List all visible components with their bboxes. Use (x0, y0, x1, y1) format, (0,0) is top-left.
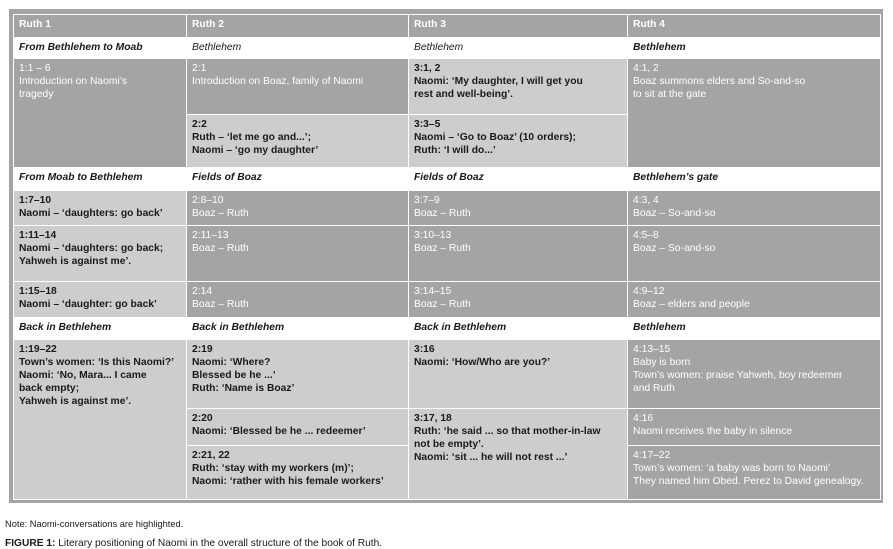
table-cell (409, 190, 628, 225)
table-cell-highlighted (187, 446, 409, 500)
section-title: Bethlehem (187, 37, 409, 58)
verse-ref: 4:3, 4 (633, 194, 659, 206)
table-cell-highlighted (187, 408, 409, 446)
table-cell-highlighted (409, 114, 628, 168)
verse-ref: 3:7–9 (414, 194, 440, 206)
verse-ref: 1:1 – 6 (19, 62, 51, 74)
cell-text: Boaz – So-and-so (633, 207, 716, 219)
cell-text: Boaz – elders and people (633, 299, 750, 311)
cell-text: Naomi receives the baby in silence (633, 425, 793, 437)
verse-ref: 3:14–15 (414, 286, 452, 298)
verse-ref: 1:7–10 (19, 194, 52, 206)
header-ruth-3: Ruth 3 (409, 15, 628, 38)
cell-text: Town’s women: ‘Is this Naomi?’ Naomi: ‘No, Mara... I came back empty; Yahweh is against me’. (19, 357, 175, 408)
table-cell-highlighted (14, 282, 187, 317)
table-cell (628, 446, 881, 500)
figure-caption (5, 538, 382, 549)
cell-text: Boaz – So-and-so (633, 243, 716, 255)
cell-text: Naomi: ‘Where? Blessed be he ...’ Ruth: ‘Name is Boaz’ (192, 357, 295, 395)
section-title-row (14, 317, 881, 340)
section-title-row (14, 168, 881, 191)
verse-ref: 3:1, 2 (414, 62, 441, 74)
table-cell (628, 190, 881, 225)
table-cell-highlighted (409, 340, 628, 409)
table-cell (628, 282, 881, 317)
table-cell (628, 58, 881, 167)
section-title: From Bethlehem to Moab (14, 37, 187, 58)
cell-text: Introduction on Naomi’s tragedy (19, 75, 127, 100)
table-cell-highlighted (14, 190, 187, 225)
section-title-row (14, 37, 881, 58)
verse-ref: 2:11–13 (192, 230, 229, 242)
verse-ref: 2:2 (192, 118, 207, 130)
verse-ref: 4:1, 2 (633, 62, 659, 74)
table-note: Note: Naomi-conversations are highlighted. (5, 519, 184, 529)
section-title: Back in Bethlehem (187, 317, 409, 340)
cell-text: Ruth: ‘stay with my workers (m)’; Naomi: ‘rather with his female workers’ (192, 463, 384, 488)
verse-ref: 1:15–18 (19, 286, 57, 298)
cell-text: Boaz – Ruth (414, 207, 471, 219)
verse-ref: 4:5–8 (633, 230, 659, 242)
header-row (14, 15, 881, 38)
verse-ref: 4:13–15 (633, 344, 671, 356)
table-cell-highlighted (187, 340, 409, 409)
cell-text: Boaz – Ruth (192, 299, 249, 311)
section-title: Bethlehem’s gate (628, 168, 881, 191)
verse-ref: 3:16 (414, 344, 435, 356)
table-cell (409, 226, 628, 282)
table-cell-highlighted (409, 408, 628, 499)
cell-text: Boaz – Ruth (414, 243, 471, 255)
cell-text: Baby is born Town’s women: praise Yahweh, boy redeemer and Ruth (633, 357, 843, 395)
table-cell (187, 282, 409, 317)
cell-text: Ruth: ‘he said ... so that mother-in-law not be empty’. Naomi: ‘sit ... he will not rest ...’ (414, 425, 601, 463)
cell-text: Naomi: ‘Blessed be he ... redeemer’ (192, 425, 366, 437)
table-cell (628, 226, 881, 282)
cell-text: Introduction on Boaz, family of Naomi (192, 75, 364, 87)
header-ruth-2: Ruth 2 (187, 15, 409, 38)
verse-ref: 4:16 (633, 412, 654, 424)
cell-text: Naomi: ‘My daughter, I will get you rest and well-being’. (414, 75, 583, 100)
verse-ref: 4:17–22 (633, 450, 671, 462)
verse-ref: 1:11–14 (19, 230, 57, 242)
section-title: From Moab to Bethlehem (14, 168, 187, 191)
cell-text: Naomi – ‘daughters: go back’ (19, 207, 163, 219)
cell-text: Naomi – ‘daughter: go back’ (19, 299, 157, 311)
table-cell-highlighted (14, 226, 187, 282)
cell-text: Town’s women: ‘a baby was born to Naomi’ They named him Obed. Perez to David genealogy. (633, 463, 864, 488)
table-cell (628, 340, 881, 409)
verse-ref: 2:20 (192, 412, 213, 424)
table-cell (187, 226, 409, 282)
verse-ref: 2:19 (192, 344, 213, 356)
verse-ref: 1:19–22 (19, 344, 57, 356)
table-cell-highlighted (409, 58, 628, 114)
header-ruth-1: Ruth 1 (14, 15, 187, 38)
verse-ref: 3:10–13 (414, 230, 452, 242)
section-title: Fields of Boaz (409, 168, 628, 191)
section-title: Back in Bethlehem (409, 317, 628, 340)
table-cell (628, 408, 881, 446)
section-title: Bethlehem (628, 37, 881, 58)
table-cell (409, 282, 628, 317)
figure-caption-text: Literary positioning of Naomi in the overall structure of the book of Ruth. (55, 538, 383, 549)
cell-text: Naomi – ‘Go to Boaz’ (10 orders); Ruth: ‘I will do...’ (414, 131, 576, 156)
ruth-structure-table (13, 14, 881, 500)
verse-ref: 4:9–12 (633, 286, 665, 298)
verse-ref: 2:21, 22 (192, 450, 230, 462)
cell-text: Naomi – ‘daughters: go back; Yahweh is against me’. (19, 243, 164, 268)
figure-label: FIGURE 1: (5, 538, 56, 549)
cell-text: Boaz – Ruth (192, 207, 249, 219)
section-title: Bethlehem (628, 317, 881, 340)
cell-text: Boaz – Ruth (192, 243, 249, 255)
cell-text: Naomi: ‘How/Who are you?’ (414, 357, 551, 369)
table-cell-highlighted (187, 114, 409, 168)
table-cell (187, 190, 409, 225)
table-cell (14, 58, 187, 167)
cell-text: Boaz – Ruth (414, 299, 471, 311)
cell-text: Ruth – ‘let me go and...’; Naomi – ‘go my daughter’ (192, 131, 319, 156)
cell-text: Boaz summons elders and So-and-so to sit at the gate (633, 75, 806, 100)
header-ruth-4: Ruth 4 (628, 15, 881, 38)
verse-ref: 2:1 (192, 62, 207, 74)
section-title: Bethlehem (409, 37, 628, 58)
verse-ref: 2:14 (192, 286, 213, 298)
verse-ref: 3:3–5 (414, 118, 441, 130)
section-title: Fields of Boaz (187, 168, 409, 191)
verse-ref: 3:17, 18 (414, 412, 452, 424)
verse-ref: 2:8–10 (192, 194, 224, 206)
table-cell-highlighted (14, 340, 187, 500)
table-cell (187, 58, 409, 114)
section-title: Back in Bethlehem (14, 317, 187, 340)
